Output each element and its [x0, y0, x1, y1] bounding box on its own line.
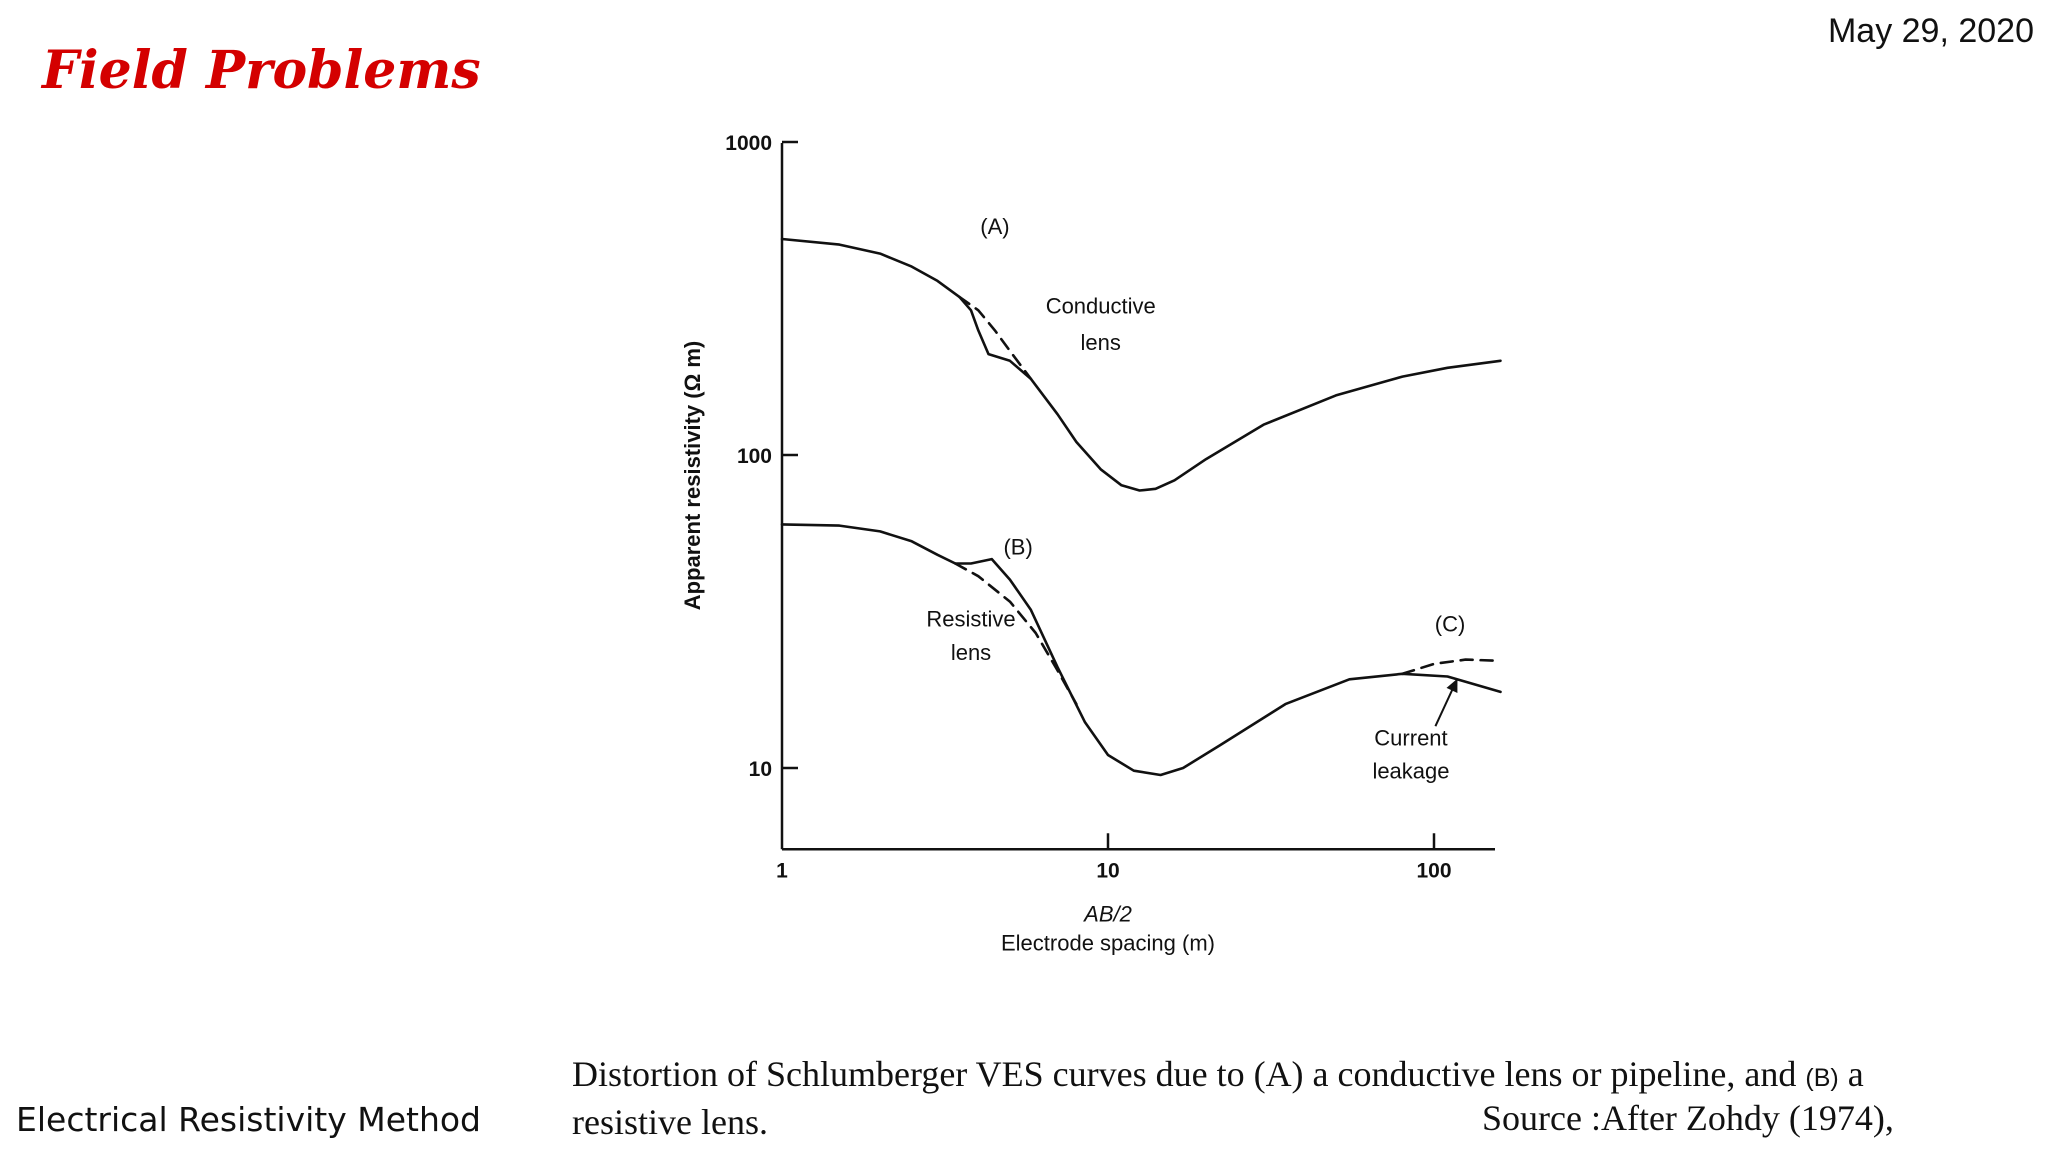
slide-date: May 29, 2020: [1827, 12, 2034, 50]
chart-annotation: lens: [1080, 329, 1121, 355]
x-axis-label-units: Electrode spacing (m): [1001, 930, 1215, 956]
figure-caption: [572, 1052, 2042, 1144]
caption-source: Source :After Zohdy (1974),: [1482, 1098, 1894, 1138]
y-axis-label: Apparent resistivity (Ω m): [680, 340, 705, 611]
chart-annotation: lens: [950, 639, 992, 665]
footer-label: Electrical Resistivity Method: [16, 1100, 481, 1139]
current-leakage-arrow: [1435, 679, 1457, 727]
x-axis-label: AB/2: [1084, 901, 1132, 927]
chart-annotation: Conductive: [1045, 293, 1156, 319]
series-curve-dashed: [955, 564, 1076, 705]
series-curve-dashed: [1402, 660, 1500, 674]
chart-annotation: Current: [1374, 725, 1448, 751]
x-tick-label: 1: [776, 859, 788, 883]
chart-series: [782, 239, 1501, 775]
y-tick-label: 1000: [725, 132, 772, 155]
x-tick-label: 100: [1416, 859, 1452, 883]
chart-annotation: (B): [1003, 534, 1033, 560]
chart-annotation: leakage: [1372, 758, 1450, 784]
chart-annotations: [926, 214, 1465, 784]
chart-annotation: Resistive: [926, 606, 1016, 632]
caption-text: Distortion of Schlumberger VES curves due to (A) a conductive lens or pipeline, and: [572, 1054, 1797, 1094]
slide-title: Field Problems: [42, 40, 481, 101]
x-tick-label: 10: [1096, 859, 1120, 883]
caption-line2: resistive lens.: [572, 1102, 768, 1142]
chart-annotation: (C): [1434, 611, 1466, 637]
chart-annotation: (A): [980, 213, 1010, 239]
caption-small-b: (B): [1805, 1064, 1839, 1092]
caption-after-b: a: [1847, 1054, 1864, 1094]
series-curve-solid: [782, 239, 1501, 491]
y-tick-label: 10: [748, 758, 772, 781]
y-tick-label: 100: [736, 445, 772, 468]
